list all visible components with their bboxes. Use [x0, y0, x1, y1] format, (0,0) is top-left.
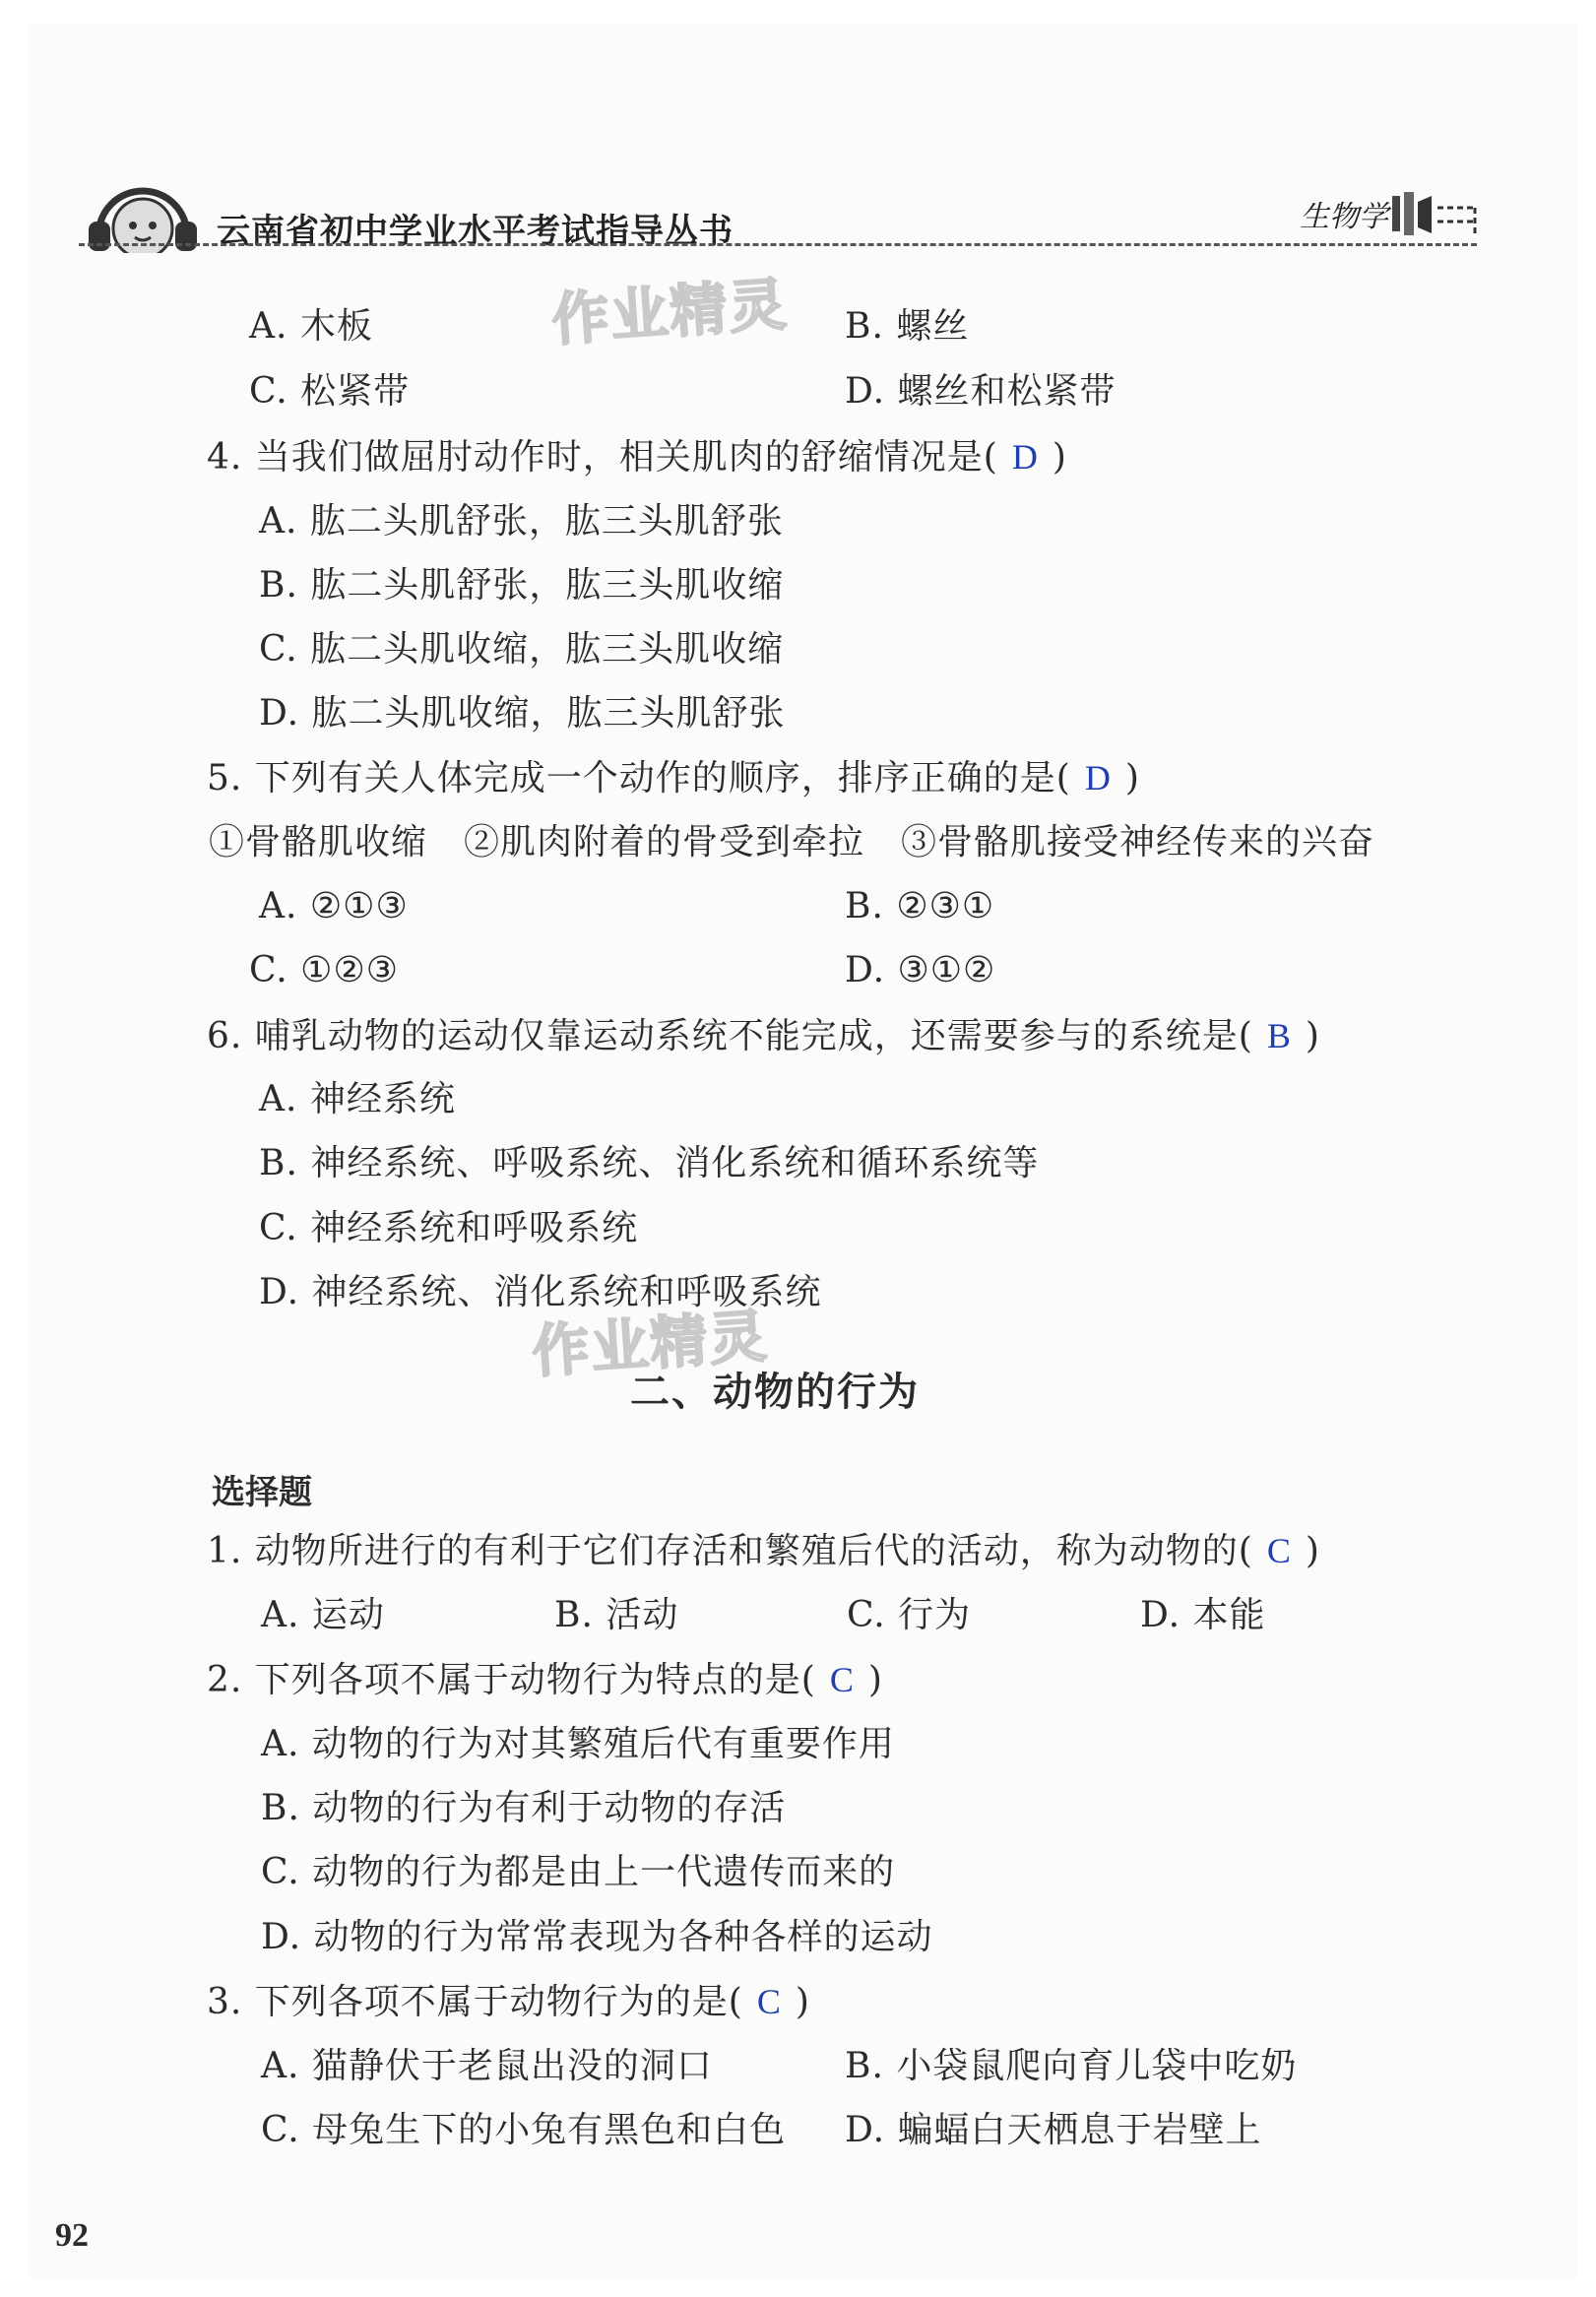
series-title: 云南省初中学业水平考试指导丛书 — [217, 212, 734, 251]
answer-mark: B — [1266, 1016, 1292, 1055]
question-4-stem: 4. 当我们做屈肘动作时，相关肌肉的舒缩情况是( D ) — [207, 437, 1067, 478]
option-c: C. 松紧带 — [249, 371, 411, 412]
answer-mark: D — [1011, 437, 1039, 477]
option-a: A. 猫静伏于老鼠出没的洞口 — [261, 2046, 713, 2086]
option-c: C. 动物的行为都是由上一代遗传而来的 — [261, 1852, 896, 1892]
page-number: 92 — [55, 2217, 89, 2254]
subject-label: 生物学 — [1300, 200, 1388, 234]
speaker-deco-icon — [1388, 188, 1479, 241]
option-c: C. 肱二头肌收缩，肱三头肌收缩 — [259, 629, 785, 670]
option-a: A. 木板 — [249, 306, 373, 347]
option-a: A. 动物的行为对其繁殖后代有重要作用 — [261, 1724, 895, 1764]
option-a: A. 运动 — [261, 1595, 385, 1635]
option-d: D. 动物的行为常常表现为各种各样的运动 — [261, 1917, 933, 1957]
section-title: 二、动物的行为 — [630, 1370, 920, 1415]
answer-mark: C — [756, 1982, 782, 2021]
watermark: 作业精灵 — [530, 1302, 771, 1386]
header-divider — [79, 243, 1477, 246]
section-question-3-stem: 3. 下列各项不属于动物行为的是( C ) — [207, 1982, 810, 2022]
section-question-1-stem: 1. 动物所进行的有利于它们存活和繁殖后代的活动，称为动物的( C ) — [207, 1531, 1320, 1571]
option-b: B. 肱二头肌舒张，肱三头肌收缩 — [259, 565, 785, 606]
option-c: C. 神经系统和呼吸系统 — [259, 1208, 639, 1248]
question-5-stem: 5. 下列有关人体完成一个动作的顺序，排序正确的是( D ) — [207, 758, 1140, 798]
option-b: B. 神经系统、呼吸系统、消化系统和循环系统等 — [259, 1143, 1040, 1183]
headphone-mascot-icon — [79, 174, 207, 253]
answer-mark: C — [829, 1660, 855, 1699]
option-b: B. 螺丝 — [845, 306, 970, 347]
option-d: D. 神经系统、消化系统和呼吸系统 — [259, 1272, 822, 1312]
option-b: B. 动物的行为有利于动物的存活 — [261, 1788, 787, 1828]
option-c: C. 行为 — [847, 1595, 972, 1635]
option-c: C. ①②③ — [249, 950, 399, 990]
option-a: A. 肱二头肌舒张，肱三头肌舒张 — [259, 501, 784, 542]
option-c: C. 母兔生下的小兔有黑色和白色 — [261, 2110, 787, 2150]
subsection-heading: 选择题 — [212, 1473, 312, 1512]
option-d: D. 蝙蝠白天栖息于岩壁上 — [845, 2110, 1262, 2150]
page-header — [79, 162, 1477, 251]
option-d: D. 螺丝和松紧带 — [845, 371, 1117, 412]
option-d: D. ③①② — [845, 950, 996, 990]
option-d: D. 肱二头肌收缩，肱三头肌舒张 — [259, 693, 786, 734]
section-question-2-stem: 2. 下列各项不属于动物行为特点的是( C ) — [207, 1660, 883, 1700]
question-6-stem: 6. 哺乳动物的运动仅靠运动系统不能完成，还需要参与的系统是( B ) — [207, 1016, 1320, 1056]
option-b: B. ②③① — [845, 886, 995, 926]
question-5-items: ①骨骼肌收缩 ②肌肉附着的骨受到牵拉 ③骨骼肌接受神经传来的兴奋 — [209, 822, 1375, 862]
option-b: B. 活动 — [554, 1595, 679, 1635]
option-a: A. ②①③ — [259, 886, 409, 926]
answer-mark: C — [1266, 1531, 1292, 1570]
watermark: 作业精灵 — [549, 270, 791, 354]
option-d: D. 本能 — [1140, 1595, 1266, 1635]
option-a: A. 神经系统 — [259, 1079, 456, 1119]
answer-mark: D — [1084, 758, 1112, 798]
option-b: B. 小袋鼠爬向育儿袋中吃奶 — [845, 2046, 1298, 2086]
